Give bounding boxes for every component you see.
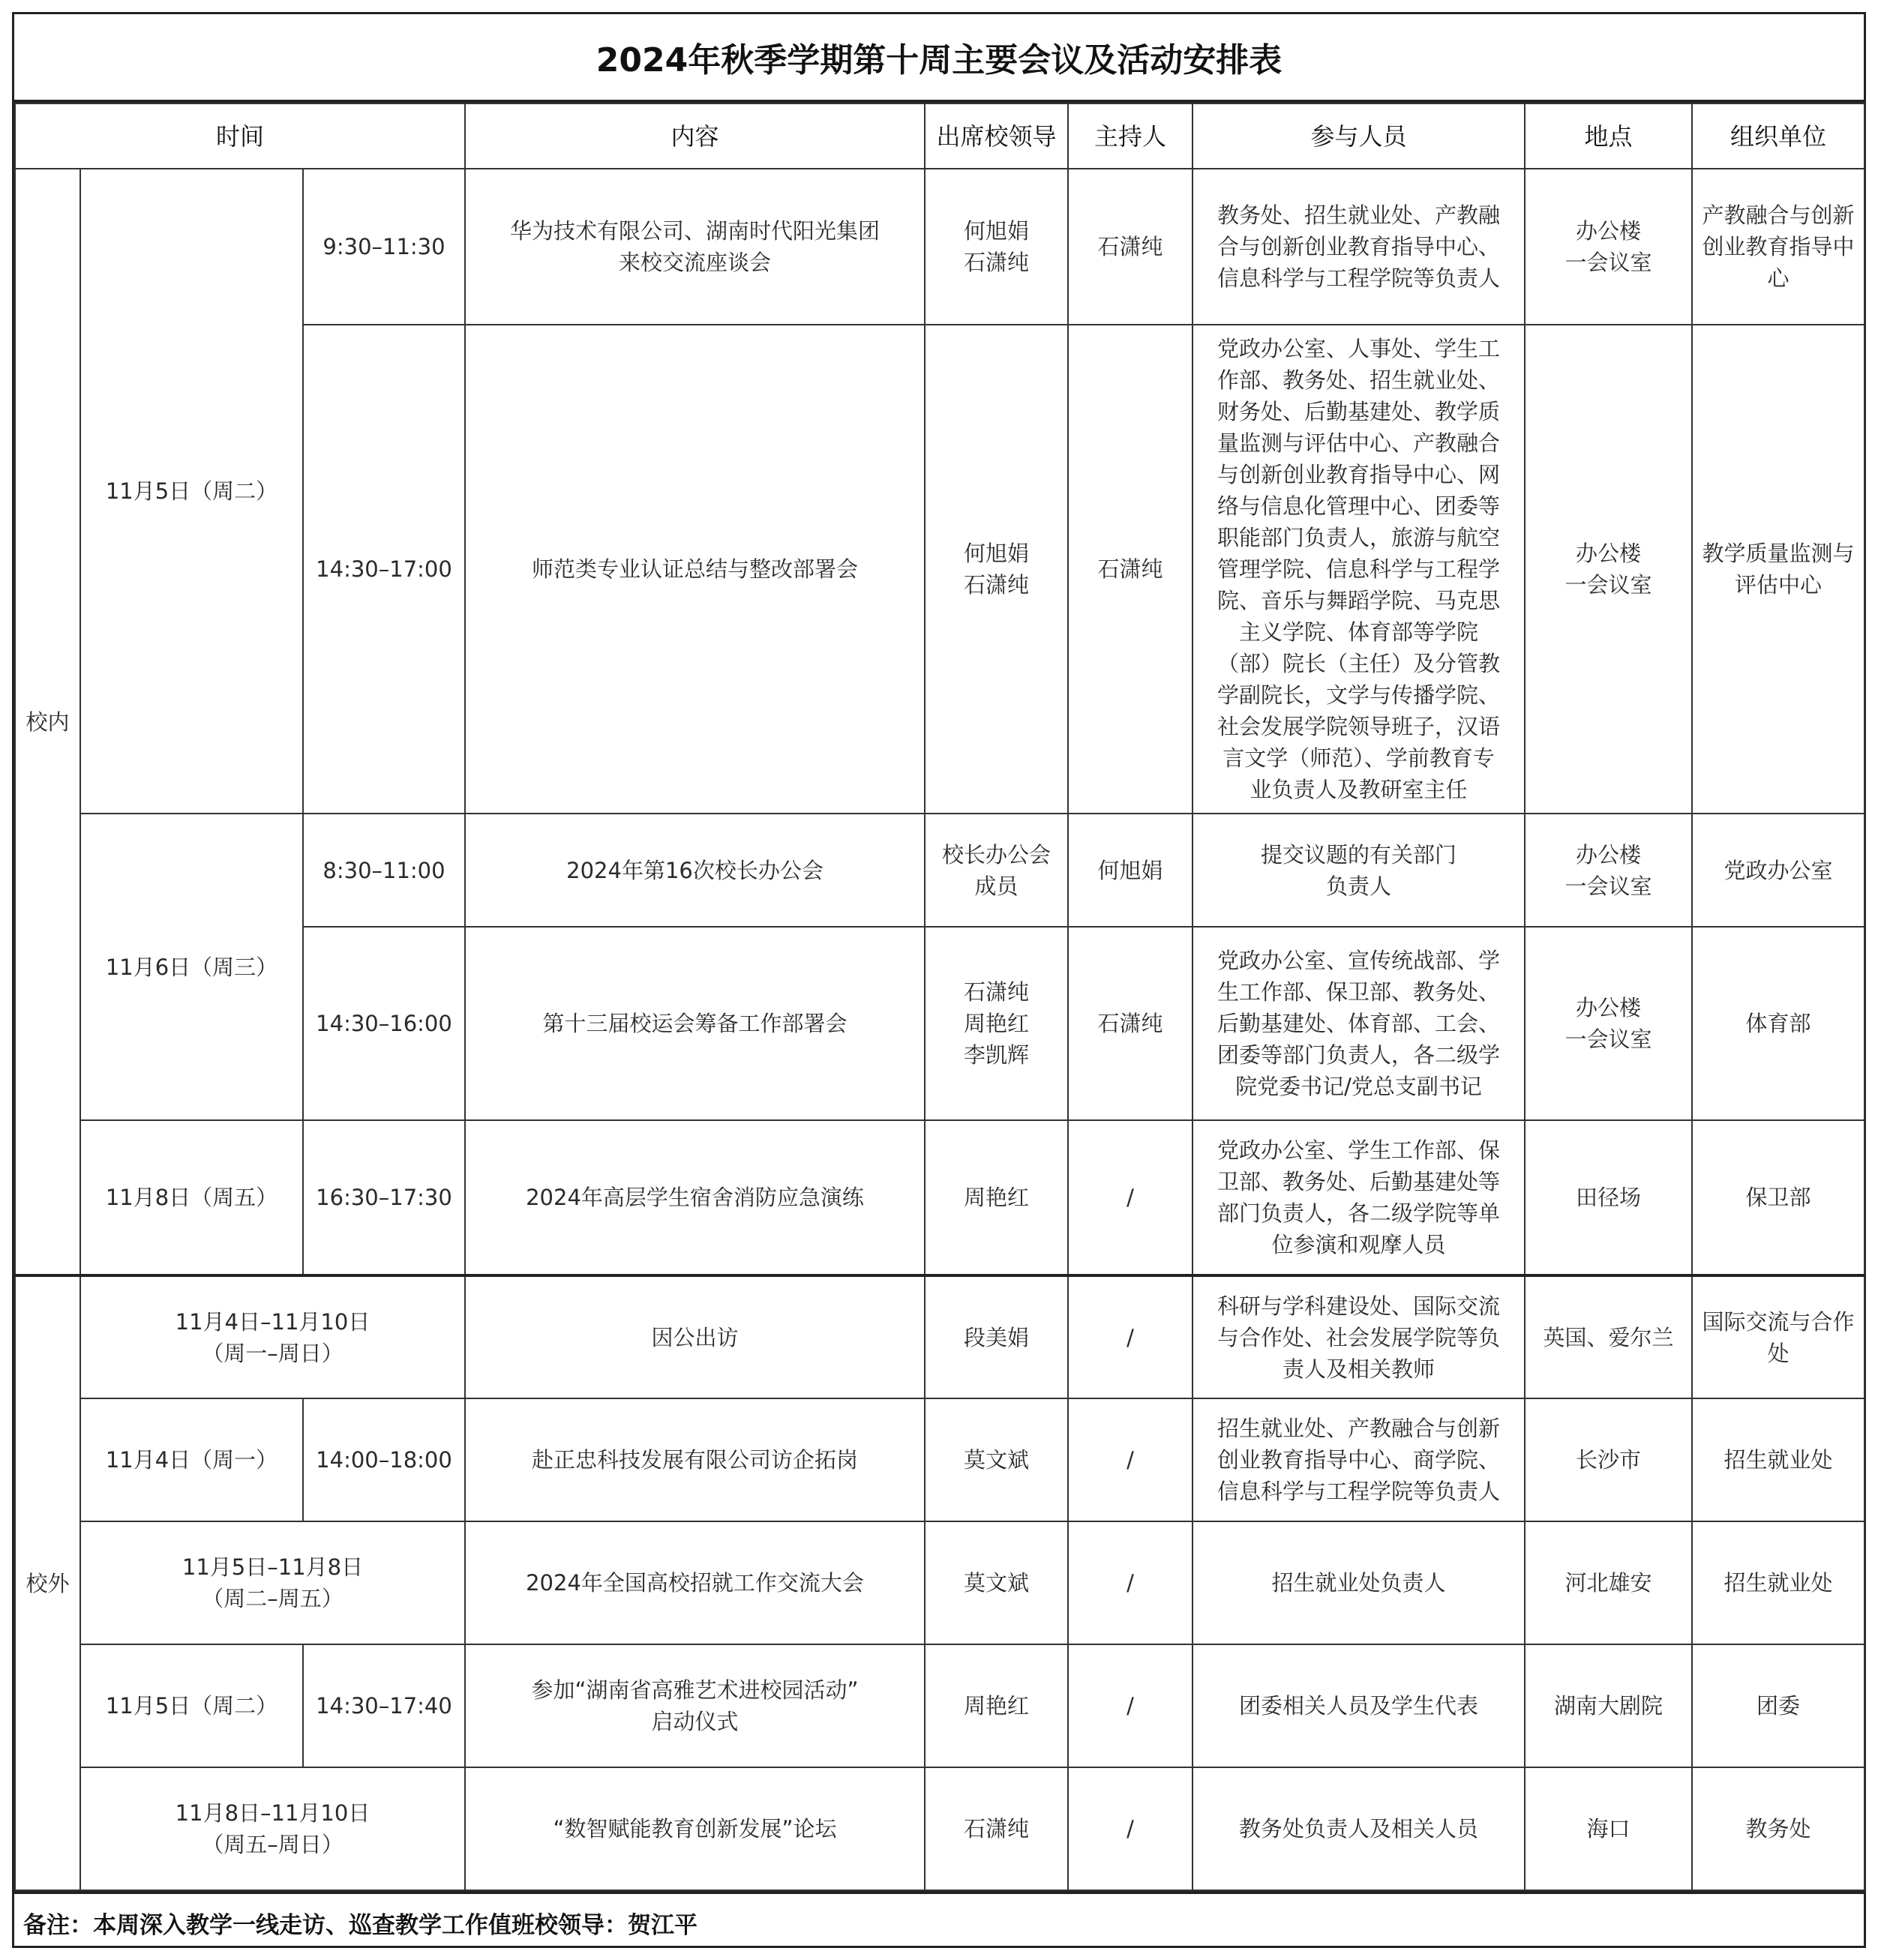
host-cell: 石潇纯 — [1068, 927, 1192, 1120]
cell-text — [1528, 1322, 1688, 1353]
cell-text — [1528, 1444, 1688, 1476]
cell-line: 党政办公室、宣传统战部、学 — [1216, 948, 1500, 973]
date-cell: 11月6日（周三） — [80, 814, 303, 1120]
schedule-table — [14, 103, 1865, 1891]
time-cell: 14:00–18:00 — [303, 1398, 465, 1521]
participants-cell — [1192, 169, 1525, 325]
participants-cell — [1192, 325, 1525, 814]
organizer-cell — [1692, 1275, 1864, 1398]
cell-line: 与合作处、社会发展学院等负 — [1216, 1324, 1500, 1350]
header-row — [15, 103, 1864, 169]
cell-line: 2024年高层学生宿舍消防应急演练 — [526, 1185, 864, 1210]
leader-cell — [925, 1120, 1068, 1275]
cell-line: 11月5日–11月8日 — [182, 1554, 364, 1580]
host-cell: 石潇纯 — [1068, 169, 1192, 325]
cell-line: 办公楼 — [1575, 541, 1641, 566]
cell-line: 办公楼 — [1575, 995, 1641, 1020]
cell-line: 言文学（师范）、学前教育专 — [1222, 745, 1495, 771]
location-cell — [1525, 1275, 1692, 1398]
cell-line: 成员 — [974, 873, 1018, 899]
leader-cell — [925, 1644, 1068, 1767]
cell-text — [469, 553, 921, 585]
cell-text — [1196, 1567, 1521, 1599]
cell-line: 负责人 — [1325, 873, 1391, 899]
page-title: 2024年秋季学期第十周主要会议及活动安排表 — [14, 14, 1864, 103]
organizer-cell — [1692, 1120, 1864, 1275]
cell-text — [1696, 1813, 1861, 1845]
content-cell — [465, 1644, 925, 1767]
content-cell — [465, 1120, 925, 1275]
header-organizer: 组织单位 — [1692, 103, 1864, 169]
cell-line: 与创新创业教育指导中心、网 — [1216, 462, 1500, 487]
cell-line: 周艳红 — [963, 1011, 1029, 1036]
cell-text — [1696, 199, 1861, 294]
cell-line: 招生就业处、产教融合与创新 — [1216, 1416, 1500, 1441]
participants-cell — [1192, 1275, 1525, 1398]
cell-text — [1196, 333, 1521, 805]
schedule-document — [12, 12, 1866, 1948]
participants-cell — [1192, 1644, 1525, 1767]
participants-cell — [1192, 1120, 1525, 1275]
table-row — [15, 1767, 1864, 1890]
content-cell — [465, 814, 925, 927]
header-participants: 参与人员 — [1192, 103, 1525, 169]
cell-line: 一会议室 — [1564, 1026, 1652, 1052]
participants-cell — [1192, 927, 1525, 1120]
content-cell — [465, 1398, 925, 1521]
cell-line: 河北雄安 — [1564, 1570, 1652, 1596]
cell-text — [1196, 1413, 1521, 1507]
date-cell — [80, 1275, 465, 1398]
cell-text — [928, 839, 1064, 902]
cell-text — [1696, 1567, 1861, 1599]
cell-line: 团委 — [1756, 1693, 1800, 1719]
cell-text — [469, 1322, 921, 1353]
cell-line: 提交议题的有关部门 — [1260, 841, 1456, 868]
cell-line: 产教融合与创新 — [1702, 202, 1855, 228]
cell-line: 责人及相关教师 — [1282, 1356, 1435, 1382]
cell-line: 团委相关人员及学生代表 — [1238, 1693, 1478, 1719]
organizer-cell — [1692, 927, 1864, 1120]
cell-line: 招生就业处负责人 — [1271, 1570, 1446, 1596]
cell-line: 卫部、教务处、后勤基建处等 — [1216, 1169, 1500, 1194]
cell-text — [928, 1567, 1064, 1599]
participants-cell — [1192, 1521, 1525, 1644]
cell-line: 赴正忠科技发展有限公司访企拓岗 — [531, 1447, 858, 1473]
cell-text — [1528, 215, 1688, 278]
host-cell: / — [1068, 1521, 1192, 1644]
cell-line: 社会发展学院领导班子，汉语 — [1216, 714, 1500, 739]
cell-text — [1528, 1567, 1688, 1599]
cell-line: “数智赋能教育创新发展”论坛 — [553, 1816, 837, 1842]
cell-text — [1696, 1182, 1861, 1213]
cell-line: 何旭娟 — [963, 218, 1029, 244]
cell-text — [1528, 839, 1688, 902]
cell-text — [1196, 945, 1521, 1102]
cell-text — [1696, 1690, 1861, 1722]
cell-line: 部门负责人，各二级学院等单 — [1216, 1200, 1500, 1226]
cell-text — [1196, 1134, 1521, 1260]
cell-text — [469, 1674, 921, 1737]
header-location: 地点 — [1525, 103, 1692, 169]
participants-cell — [1192, 1767, 1525, 1890]
cell-line: 党政办公室、人事处、学生工 — [1216, 336, 1500, 361]
table-row — [15, 1120, 1864, 1275]
organizer-cell — [1692, 1521, 1864, 1644]
cell-text — [84, 1797, 461, 1860]
cell-line: 11月8日–11月10日 — [175, 1800, 370, 1826]
cell-text — [928, 976, 1064, 1071]
leader-cell — [925, 814, 1068, 927]
cell-line: 科研与学科建设处、国际交流 — [1216, 1293, 1500, 1319]
leader-cell — [925, 1398, 1068, 1521]
location-cell — [1525, 1120, 1692, 1275]
cell-line: 位参演和观摩人员 — [1271, 1232, 1446, 1257]
cell-line: 信息科学与工程学院等负责人 — [1216, 265, 1500, 291]
cell-text — [1196, 839, 1521, 902]
cell-line: （部）院长（主任）及分管教 — [1216, 651, 1500, 676]
cell-line: 李凯辉 — [963, 1042, 1029, 1068]
cell-line: 周艳红 — [963, 1185, 1029, 1210]
footer-note — [14, 1891, 1864, 1952]
cell-text — [1696, 1008, 1861, 1039]
cell-text — [469, 1008, 921, 1039]
table-row — [15, 1521, 1864, 1644]
table-row — [15, 169, 1864, 325]
organizer-cell — [1692, 1398, 1864, 1521]
cell-text — [928, 1444, 1064, 1476]
cell-line: （周二–周五） — [202, 1586, 344, 1611]
cell-line: 石潇纯 — [963, 1816, 1029, 1842]
host-cell: / — [1068, 1120, 1192, 1275]
location-cell — [1525, 1644, 1692, 1767]
cell-line: 启动仪式 — [651, 1709, 739, 1734]
cell-text — [469, 215, 921, 278]
cell-line: （周一–周日） — [202, 1340, 344, 1366]
cell-line: 何旭娟 — [963, 541, 1029, 566]
content-cell — [465, 927, 925, 1120]
cell-text — [469, 1182, 921, 1213]
cell-text — [1528, 1690, 1688, 1722]
host-cell: / — [1068, 1644, 1192, 1767]
time-cell: 16:30–17:30 — [303, 1120, 465, 1275]
cell-line: 海口 — [1586, 1816, 1630, 1842]
cell-line: 教务处 — [1745, 1816, 1811, 1842]
cell-line: 莫文斌 — [963, 1570, 1029, 1596]
footer-duty-leader: 贺江平 — [628, 1912, 698, 1939]
cell-text — [928, 538, 1064, 601]
cell-line: 职能部门负责人，旅游与航空 — [1216, 525, 1500, 550]
date-cell: 11月5日（周二） — [80, 169, 303, 814]
cell-line: 华为技术有限公司、湖南时代阳光集团 — [509, 218, 880, 244]
organizer-cell — [1692, 169, 1864, 325]
cell-text — [1196, 199, 1521, 294]
section-label-internal: 校内 — [15, 169, 80, 1275]
cell-line: 合与创新创业教育指导中心、 — [1216, 234, 1500, 259]
cell-line: 校长办公会 — [941, 841, 1051, 868]
leader-cell — [925, 325, 1068, 814]
cell-line: 创业教育指导中心、商学院、 — [1216, 1447, 1500, 1473]
cell-line: 第十三届校运会筹备工作部署会 — [542, 1011, 848, 1036]
cell-line: 因公出访 — [651, 1324, 739, 1350]
cell-line: 生工作部、保卫部、教务处、 — [1216, 979, 1500, 1005]
cell-text — [469, 1444, 921, 1476]
host-cell: / — [1068, 1767, 1192, 1890]
cell-text — [928, 1182, 1064, 1213]
organizer-cell — [1692, 325, 1864, 814]
cell-text — [1196, 1690, 1521, 1722]
date-cell — [80, 1521, 465, 1644]
header-content: 内容 — [465, 103, 925, 169]
cell-text — [84, 1306, 461, 1369]
cell-text — [1696, 1444, 1861, 1476]
time-cell: 14:30–16:00 — [303, 927, 465, 1120]
location-cell — [1525, 927, 1692, 1120]
table-row — [15, 1398, 1864, 1521]
host-cell: / — [1068, 1275, 1192, 1398]
cell-text — [469, 1813, 921, 1845]
cell-line: 院、音乐与舞蹈学院、马克思 — [1216, 588, 1500, 613]
content-cell — [465, 325, 925, 814]
header-time: 时间 — [15, 103, 465, 169]
cell-line: 院党委书记/党总支副书记 — [1235, 1074, 1482, 1099]
cell-line: 评估中心 — [1734, 572, 1822, 598]
time-cell: 8:30–11:00 — [303, 814, 465, 927]
cell-text — [1696, 1306, 1861, 1369]
organizer-cell — [1692, 1644, 1864, 1767]
cell-line: 处 — [1767, 1340, 1790, 1366]
cell-line: 湖南大剧院 — [1553, 1693, 1663, 1719]
cell-line: 后勤基建处、体育部、工会、 — [1216, 1011, 1500, 1036]
table-row — [15, 1644, 1864, 1767]
cell-text — [469, 855, 921, 886]
cell-line: 主义学院、体育部等学院 — [1238, 619, 1478, 645]
content-cell — [465, 1275, 925, 1398]
header-leader: 出席校领导 — [925, 103, 1068, 169]
cell-line: 办公楼 — [1575, 841, 1641, 868]
leader-cell — [925, 927, 1068, 1120]
content-cell — [465, 1521, 925, 1644]
cell-line: 党政办公室 — [1724, 857, 1833, 883]
cell-line: 教务处负责人及相关人员 — [1238, 1816, 1478, 1842]
location-cell — [1525, 1398, 1692, 1521]
time-cell: 14:30–17:40 — [303, 1644, 465, 1767]
date-cell: 11月5日（周二） — [80, 1644, 303, 1767]
cell-text — [1196, 1290, 1521, 1385]
section-label-external: 校外 — [15, 1275, 80, 1890]
cell-text — [1196, 1813, 1521, 1845]
location-cell — [1525, 1767, 1692, 1890]
location-cell — [1525, 814, 1692, 927]
leader-cell — [925, 1275, 1068, 1398]
cell-text — [1528, 1182, 1688, 1213]
cell-line: 团委等部门负责人，各二级学 — [1216, 1042, 1500, 1068]
cell-line: 2024年第16次校长办公会 — [566, 857, 824, 883]
cell-text — [469, 1567, 921, 1599]
location-cell — [1525, 1521, 1692, 1644]
organizer-cell — [1692, 814, 1864, 927]
cell-text — [1528, 1813, 1688, 1845]
cell-line: 教学质量监测与 — [1702, 541, 1855, 566]
cell-text — [1528, 538, 1688, 601]
cell-line: 2024年全国高校招就工作交流大会 — [526, 1570, 864, 1596]
cell-line: 络与信息化管理中心、团委等 — [1216, 493, 1500, 519]
time-cell: 14:30–17:00 — [303, 325, 465, 814]
header-host: 主持人 — [1068, 103, 1192, 169]
cell-line: 石潇纯 — [963, 250, 1029, 275]
cell-line: 段美娟 — [963, 1324, 1029, 1350]
cell-line: 招生就业处 — [1724, 1447, 1833, 1473]
cell-line: 一会议室 — [1564, 873, 1652, 899]
cell-text — [84, 1551, 461, 1614]
location-cell — [1525, 325, 1692, 814]
cell-line: 长沙市 — [1575, 1447, 1641, 1473]
leader-cell — [925, 1767, 1068, 1890]
participants-cell — [1192, 1398, 1525, 1521]
host-cell: / — [1068, 1398, 1192, 1521]
cell-line: 一会议室 — [1564, 572, 1652, 598]
cell-line: 田径场 — [1575, 1185, 1641, 1210]
table-row — [15, 1275, 1864, 1398]
cell-line: 学副院长，文学与传播学院、 — [1216, 682, 1500, 708]
cell-text — [928, 1322, 1064, 1353]
cell-line: 英国、爱尔兰 — [1543, 1324, 1674, 1350]
cell-text — [928, 1690, 1064, 1722]
cell-line: 招生就业处 — [1724, 1570, 1833, 1596]
cell-line: 办公楼 — [1575, 218, 1641, 244]
time-cell: 9:30–11:30 — [303, 169, 465, 325]
cell-text — [928, 215, 1064, 278]
cell-line: 莫文斌 — [963, 1447, 1029, 1473]
cell-text — [1528, 992, 1688, 1055]
date-cell: 11月8日（周五） — [80, 1120, 303, 1275]
footer-label: 备注：本周深入教学一线走访、巡查教学工作值班校领导： — [23, 1912, 628, 1939]
host-cell: 石潇纯 — [1068, 325, 1192, 814]
cell-line: 11月4日–11月10日 — [175, 1308, 370, 1335]
content-cell — [465, 169, 925, 325]
cell-text — [1696, 855, 1861, 886]
cell-line: 一会议室 — [1564, 250, 1652, 275]
cell-line: 业负责人及教研室主任 — [1250, 777, 1468, 802]
cell-line: 石潇纯 — [963, 572, 1029, 598]
organizer-cell — [1692, 1767, 1864, 1890]
host-cell: 何旭娟 — [1068, 814, 1192, 927]
date-cell: 11月4日（周一） — [80, 1398, 303, 1521]
leader-cell — [925, 169, 1068, 325]
cell-line: 作部、教务处、招生就业处、 — [1216, 367, 1500, 393]
cell-line: 保卫部 — [1745, 1185, 1811, 1210]
cell-line: 党政办公室、学生工作部、保 — [1216, 1137, 1500, 1163]
cell-line: 创业教育指导中 — [1702, 234, 1855, 259]
cell-line: 信息科学与工程学院等负责人 — [1216, 1479, 1500, 1504]
cell-line: 参加“湖南省高雅艺术进校园活动” — [531, 1677, 859, 1703]
cell-line: （周五–周日） — [202, 1832, 344, 1857]
date-cell — [80, 1767, 465, 1890]
cell-line: 体育部 — [1745, 1011, 1811, 1036]
cell-line: 心 — [1767, 265, 1790, 291]
cell-line: 师范类专业认证总结与整改部署会 — [531, 556, 858, 582]
cell-line: 教务处、招生就业处、产教融 — [1216, 202, 1500, 228]
cell-line: 来校交流座谈会 — [618, 250, 771, 275]
leader-cell — [925, 1521, 1068, 1644]
location-cell — [1525, 169, 1692, 325]
cell-line: 量监测与评估中心、产教融合 — [1216, 430, 1500, 456]
cell-line: 国际交流与合作 — [1702, 1308, 1855, 1335]
cell-line: 财务处、后勤基建处、教学质 — [1216, 399, 1500, 424]
cell-line: 周艳红 — [963, 1693, 1029, 1719]
table-row — [15, 814, 1864, 927]
cell-line: 管理学院、信息科学与工程学 — [1216, 556, 1500, 582]
participants-cell — [1192, 814, 1525, 927]
cell-text — [1696, 538, 1861, 601]
cell-line: 石潇纯 — [963, 979, 1029, 1005]
content-cell — [465, 1767, 925, 1890]
cell-text — [928, 1813, 1064, 1845]
